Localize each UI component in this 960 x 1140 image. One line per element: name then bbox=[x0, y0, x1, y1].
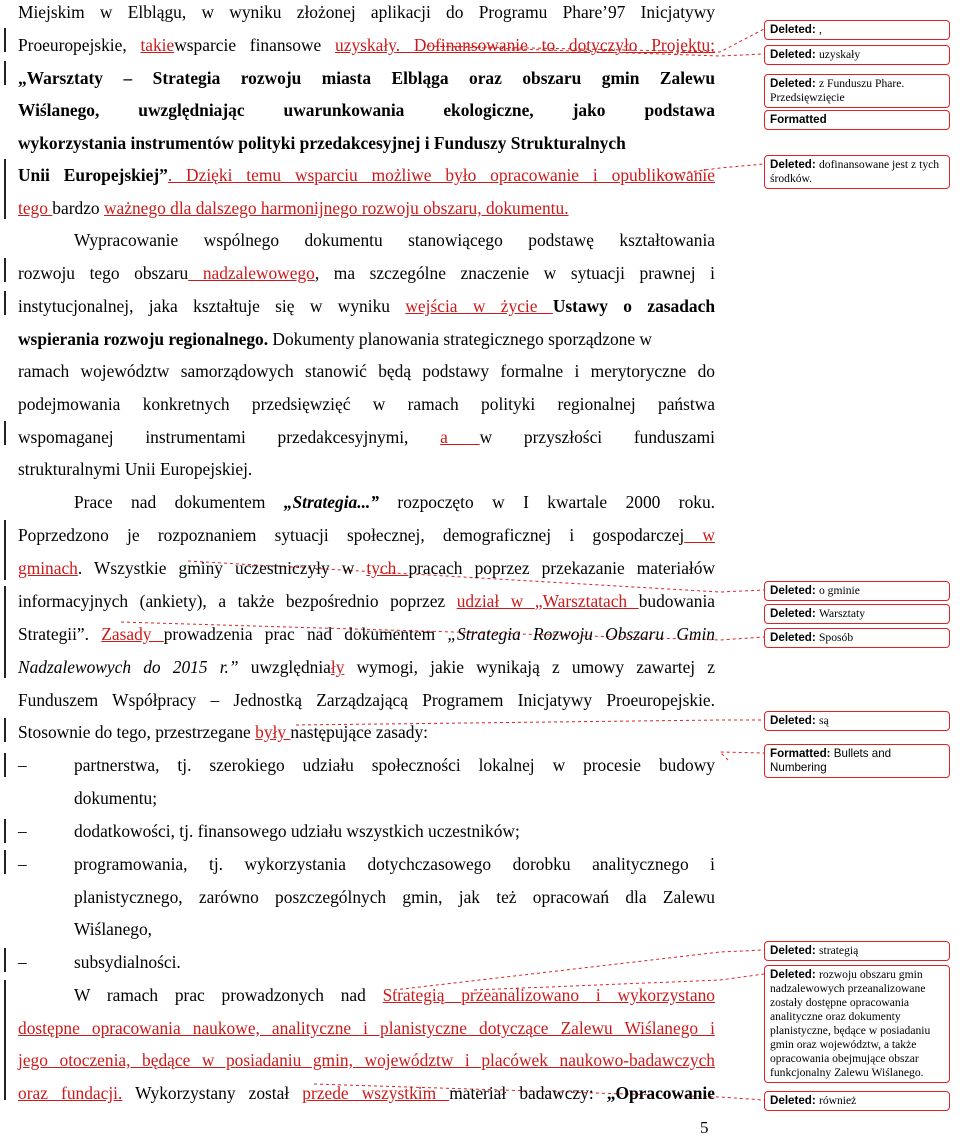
text-line bbox=[18, 655, 715, 688]
text-line bbox=[18, 131, 715, 164]
text-run: prowadzenia prac nad dokumentem bbox=[163, 624, 448, 644]
inserted-text: oraz fundacji. bbox=[18, 1083, 123, 1103]
text-run: Strategii”. bbox=[18, 624, 102, 644]
balloon-label: Deleted: bbox=[770, 714, 819, 727]
balloon-text: również bbox=[818, 1094, 857, 1107]
inserted-text: przede wszystkim bbox=[302, 1083, 450, 1103]
inserted-text: to dotyczyło Projektu: bbox=[527, 35, 715, 55]
text-run: budowania bbox=[638, 591, 715, 611]
inserted-text: a bbox=[440, 427, 480, 447]
change-bar bbox=[4, 421, 6, 445]
text-run: uwzględnia bbox=[238, 657, 331, 677]
deleted-balloon[interactable] bbox=[764, 941, 950, 961]
change-bar bbox=[4, 850, 6, 874]
deleted-balloon[interactable] bbox=[764, 581, 950, 601]
text-run: wspierania rozwoju regionalnego. bbox=[18, 329, 269, 349]
text-line bbox=[18, 0, 715, 33]
text-run: Funduszem Współpracy – Jednostką Zarządzającą Programem Inicjatywy Proeuropejskie. bbox=[18, 690, 715, 710]
balloon-label: Deleted: bbox=[770, 77, 819, 90]
inserted-text: jego otoczenia, będące w posiadaniu gmin, województw i placówek naukowo-badawczych bbox=[18, 1050, 715, 1070]
inserted-text: tego bbox=[18, 198, 53, 218]
text-run: „Opracowanie bbox=[606, 1083, 715, 1103]
deleted-balloon[interactable] bbox=[764, 628, 950, 648]
text-run: partnerstwa, tj. szerokiego udziału społeczności lokalnej w procesie budowy bbox=[74, 755, 715, 775]
text-run: informacyjnych (ankiety), a także bezpośrednio poprzez bbox=[18, 591, 457, 611]
text-line bbox=[18, 983, 715, 1016]
text-run: Wiślanego, uwzględniając uwarunkowania ekologiczne, jako podstawa bbox=[18, 100, 715, 120]
inserted-text: gminach bbox=[18, 558, 78, 578]
text-line bbox=[18, 98, 715, 131]
text-run: Unii Europejskiej” bbox=[18, 165, 168, 185]
balloon-text: dofinansowane jest z tych środków. bbox=[770, 158, 940, 185]
deleted-balloon[interactable] bbox=[764, 74, 950, 108]
text-line bbox=[18, 66, 715, 99]
text-line bbox=[18, 196, 715, 229]
text-run: programowania, tj. wykorzystania dotychczasowego dorobku analitycznego i bbox=[74, 854, 715, 874]
balloon-label: Deleted: bbox=[770, 48, 819, 61]
text-run: W ramach prac prowadzonych nad bbox=[74, 985, 383, 1005]
balloon-label: Deleted: bbox=[770, 607, 819, 620]
balloon-label: Deleted: bbox=[770, 584, 819, 597]
deleted-balloon[interactable] bbox=[764, 45, 950, 65]
text-run: Wypracowanie wspólnego dokumentu stanowiącego podstawę kształtowania bbox=[74, 230, 715, 250]
text-line bbox=[18, 523, 715, 556]
text-run: Poprzedzono je rozpoznaniem sytuacji społecznej, demograficznej i gospodarczej bbox=[18, 525, 685, 545]
balloon-text: , bbox=[818, 23, 822, 36]
inserted-text: ważnego dla dalszego harmonijnego rozwoju obszaru, dokumentu. bbox=[103, 198, 569, 218]
text-run: Wykorzystany został bbox=[122, 1083, 303, 1103]
text-line bbox=[18, 163, 715, 196]
change-bar bbox=[4, 520, 6, 580]
text-line bbox=[18, 327, 715, 360]
deleted-balloon[interactable] bbox=[764, 965, 950, 1083]
inserted-text: Strategią bbox=[382, 985, 462, 1005]
change-bar bbox=[4, 948, 6, 972]
deleted-balloon[interactable] bbox=[764, 711, 950, 731]
inserted-text: takie bbox=[140, 35, 175, 55]
inserted-text: uzyskały bbox=[335, 35, 396, 55]
text-run: instytucjonalnej, jaka kształtuje się w wyniku bbox=[18, 296, 406, 316]
balloon-text: strategią bbox=[818, 944, 859, 957]
text-run: planistycznego, zarówno poszczególnych gmin, jak też opracowań dla Zalewu bbox=[74, 887, 715, 907]
text-line bbox=[18, 950, 715, 983]
balloon-text: rozwoju obszaru gmin nadzalewowych przeanalizowane zostały dostępne opracowania analityczne oraz dokumenty planistyczne, będące w posiadaniu gmin oraz województw, a także opracowania obejmujące obszar funkcjonalny Zalewu Wiślanego. bbox=[770, 968, 931, 1079]
text-line bbox=[18, 359, 715, 392]
inserted-text: tych bbox=[366, 558, 409, 578]
change-bar bbox=[4, 753, 6, 777]
formatted-balloon[interactable] bbox=[764, 110, 950, 130]
text-run: „Warsztaty – Strategia rozwoju miasta Elbląga oraz obszaru gmin Zalewu bbox=[18, 68, 715, 88]
text-run: rozpoczęto w I kwartale 2000 roku. bbox=[378, 492, 715, 512]
text-line bbox=[18, 753, 715, 786]
text-line bbox=[18, 425, 715, 458]
balloon-label: Deleted: bbox=[770, 968, 819, 981]
text-line bbox=[18, 392, 715, 425]
text-run: . Wszystkie gminy uczestniczyły w bbox=[77, 558, 367, 578]
text-run: pracach poprzez przekazanie materiałów bbox=[408, 558, 716, 578]
text-line bbox=[18, 1016, 715, 1049]
change-bar bbox=[4, 61, 6, 85]
bullet-dash: – bbox=[18, 755, 27, 775]
text-run: „Strategia...” bbox=[283, 492, 379, 512]
text-line bbox=[18, 852, 715, 885]
balloon-label: Formatted bbox=[770, 113, 827, 126]
balloon-text: są bbox=[818, 714, 829, 727]
text-line bbox=[18, 819, 715, 852]
text-run: dodatkowości, tj. finansowego udziału wszystkich uczestników; bbox=[74, 821, 520, 841]
text-run: Dokumenty planowania strategicznego sporządzone w bbox=[268, 329, 652, 349]
text-run: Prace nad dokumentem bbox=[74, 492, 284, 512]
text-run: dokumentu; bbox=[74, 788, 158, 808]
text-run: Miejskim w Elblągu, w wyniku złożonej aplikacji do Programu Phare’97 Inicjatywy bbox=[18, 2, 715, 22]
text-line bbox=[18, 1081, 715, 1114]
comment-margin bbox=[760, 0, 960, 1140]
text-line bbox=[18, 228, 715, 261]
change-bar bbox=[4, 291, 6, 315]
balloon-label: Deleted: bbox=[770, 631, 819, 644]
inserted-text: . Dofinansowanie bbox=[395, 35, 528, 55]
balloon-label: Formatted: bbox=[770, 747, 834, 760]
balloon-text: Warsztaty bbox=[818, 607, 866, 620]
text-line bbox=[18, 885, 715, 918]
deleted-balloon[interactable] bbox=[764, 604, 950, 624]
balloon-label: Deleted: bbox=[770, 158, 819, 171]
page-number: 5 bbox=[700, 1118, 709, 1137]
text-line bbox=[18, 457, 715, 490]
change-bar bbox=[4, 258, 6, 282]
text-line bbox=[18, 490, 715, 523]
inserted-text: w bbox=[684, 525, 715, 545]
text-run: subsydialności. bbox=[74, 952, 181, 972]
text-run: bardzo bbox=[52, 198, 104, 218]
inserted-text: „Warsztatach bbox=[534, 591, 639, 611]
bullet-dash: – bbox=[18, 854, 27, 874]
balloon-text: z Funduszu Phare. Przedsięwzięcie bbox=[770, 77, 905, 104]
balloon-label: Deleted: bbox=[770, 23, 819, 36]
text-run: Proeuropejskie, bbox=[18, 35, 141, 55]
text-line bbox=[18, 33, 715, 66]
deleted-balloon[interactable] bbox=[764, 155, 950, 189]
text-run: wsparcie finansowe bbox=[174, 35, 336, 55]
inserted-text: były bbox=[255, 722, 291, 742]
balloon-text: Bullets and Numbering bbox=[770, 747, 892, 774]
text-line bbox=[18, 786, 715, 819]
inserted-text: udział w bbox=[456, 591, 535, 611]
text-run: rozwoju tego obszaru bbox=[18, 263, 189, 283]
text-run: Ustawy o zasadach bbox=[552, 296, 716, 316]
text-run: Stosownie do tego, przestrzegane bbox=[18, 722, 256, 742]
inserted-text: Zasady bbox=[101, 624, 164, 644]
text-line bbox=[18, 556, 715, 589]
text-run: następujące zasady: bbox=[290, 722, 428, 742]
text-run: ramach województw samorządowych stanowić będą podstawy formalne i merytoryczne do bbox=[18, 361, 715, 381]
inserted-text: . Dzięki temu wsparciu możliwe było opracowanie i opublikowanie bbox=[167, 165, 715, 185]
balloon-text: uzyskały bbox=[818, 48, 861, 61]
balloon-text: Sposób bbox=[818, 631, 854, 644]
change-bar bbox=[4, 819, 6, 843]
formatted-balloon[interactable] bbox=[764, 744, 950, 778]
balloon-label: Deleted: bbox=[770, 944, 819, 957]
deleted-balloon[interactable] bbox=[764, 1091, 950, 1111]
text-line bbox=[18, 589, 715, 622]
text-run: Wiślanego, bbox=[74, 919, 153, 939]
text-line bbox=[18, 294, 715, 327]
change-bar bbox=[4, 159, 6, 219]
text-line bbox=[18, 688, 715, 721]
text-run: wykorzystania instrumentów polityki przedakcesyjnej i Funduszy Strukturalnych bbox=[18, 133, 626, 153]
bullet-dash: – bbox=[18, 952, 27, 972]
change-bar bbox=[4, 586, 6, 678]
text-run: wspomaganej instrumentami przedakcesyjnymi, bbox=[18, 427, 441, 447]
text-run: podejmowania konkretnych przedsięwzięć w ramach polityki regionalnej państwa bbox=[18, 394, 715, 414]
text-line bbox=[18, 1048, 715, 1081]
text-run: materiał badawczy: bbox=[449, 1083, 607, 1103]
bullet-dash: – bbox=[18, 821, 27, 841]
text-run: strukturalnymi Unii Europejskiej. bbox=[18, 459, 253, 479]
balloon-text: o gminie bbox=[818, 584, 860, 597]
text-line bbox=[18, 622, 715, 655]
inserted-text: wejścia w życie bbox=[405, 296, 553, 316]
text-line bbox=[18, 720, 715, 753]
change-bar bbox=[4, 28, 6, 52]
change-bar bbox=[4, 980, 6, 1100]
inserted-text: nadzalewowego bbox=[188, 263, 315, 283]
inserted-text: dostępne opracowania naukowe, analityczne i planistyczne dotyczące Zalewu Wiślanego i bbox=[18, 1018, 715, 1038]
text-run: wymogi, jakie wynikają z umowy zawartej z bbox=[344, 657, 715, 677]
text-run: Nadzalewowych do 2015 r.” bbox=[18, 657, 239, 677]
inserted-text: przeanalizowano i wykorzystano bbox=[461, 985, 716, 1005]
inserted-text: ły bbox=[330, 657, 345, 677]
text-run: „Strategia Rozwoju Obszaru Gmin bbox=[447, 624, 715, 644]
change-bar bbox=[4, 718, 6, 742]
balloon-label: Deleted: bbox=[770, 1094, 819, 1107]
text-line bbox=[18, 261, 715, 294]
text-run: w przyszłości funduszami bbox=[479, 427, 715, 447]
deleted-balloon[interactable] bbox=[764, 20, 950, 40]
text-run: , ma szczególne znaczenie w sytuacji prawnej i bbox=[314, 263, 715, 283]
balloon-leader-line bbox=[720, 752, 764, 760]
text-line bbox=[18, 917, 715, 950]
